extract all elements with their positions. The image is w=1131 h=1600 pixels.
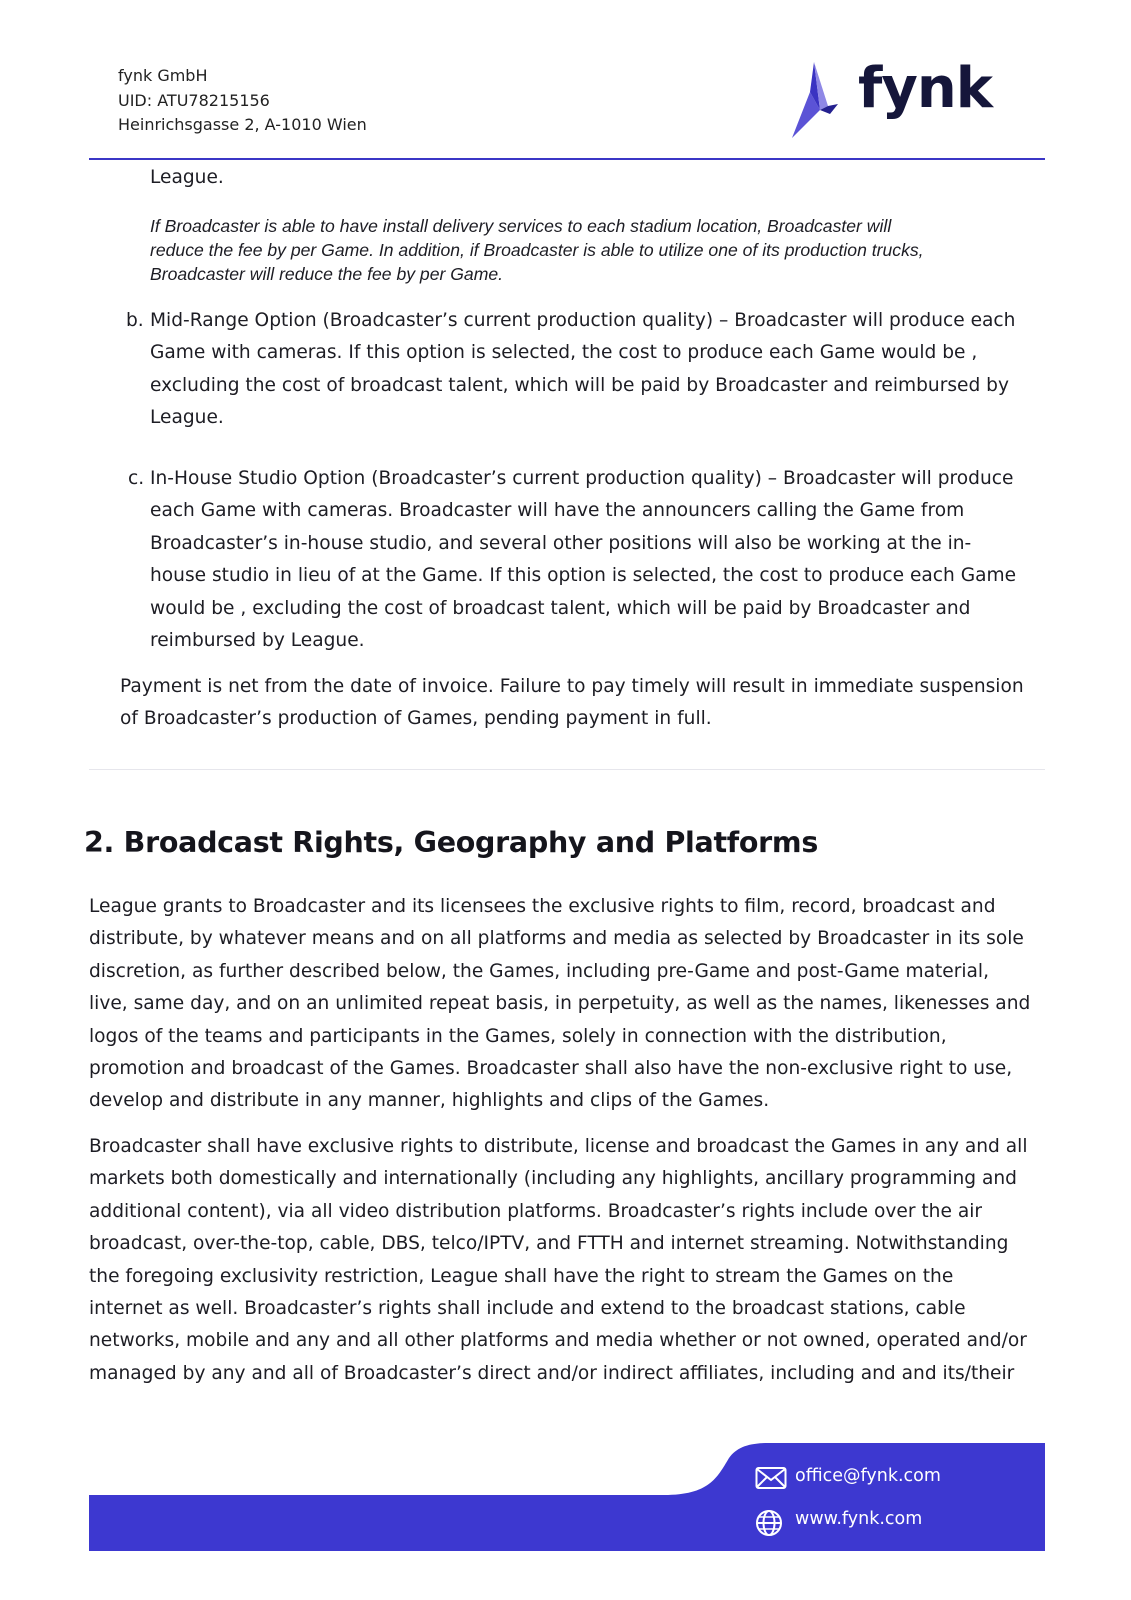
option-b-marker: b. (126, 310, 144, 331)
option-c-text (150, 463, 1016, 657)
footer-website-link[interactable]: www.fynk.com (795, 1509, 923, 1529)
fynk-logo (808, 56, 1008, 144)
text-line: League. (150, 407, 224, 429)
text-line: Broadcaster’s in-house studio, and several other positions will also be working at the in- (150, 532, 972, 554)
note-line: reduce the fee by per Game. In addition, if Broadcaster is able to utilize one of its production trucks, (150, 240, 924, 260)
text-line: develop and distribute in any manner, highlights and clips of the Games. (89, 1090, 770, 1112)
text-line: house studio in lieu of at the Game. If this option is selected, the cost to produce each Game (150, 565, 1017, 587)
company-uid: UID: ATU78215156 (118, 90, 270, 110)
envelope-icon (755, 1466, 787, 1490)
payment-terms (120, 671, 1024, 736)
text-line: Broadcaster shall have exclusive rights to distribute, license and broadcast the Games in any and all (89, 1136, 1028, 1157)
text-line: In-House Studio Option (Broadcaster’s current production quality) – Broadcaster will produce (150, 468, 1014, 489)
text-line: markets both domestically and internationally (including any highlights, ancillary programming and (89, 1168, 1017, 1190)
text-line: discretion, as further described below, the Games, including pre-Game and post-Game material, (89, 960, 989, 982)
company-address: Heinrichsgasse 2, A-1010 Wien (118, 115, 367, 134)
text-line: managed by any and all of Broadcaster’s direct and/or indirect affiliates, including and and its/their (89, 1362, 1015, 1384)
text-line: Payment is net from the date of invoice. Failure to pay timely will result in immediate suspension (120, 676, 1024, 697)
text-line: logos of the teams and participants in the Games, solely in connection with the distribution, (89, 1025, 947, 1047)
text-line: live, same day, and on an unlimited repeat basis, in perpetuity, as well as the names, likenesses and (89, 993, 1031, 1015)
text-line: networks, mobile and any and all other platforms and media whether or not owned, operated and/or (89, 1330, 1027, 1352)
text-line: internet as well. Broadcaster’s rights shall include and extend to the broadcast stations, cable (89, 1298, 966, 1320)
text-line: Game with cameras. If this option is selected, the cost to produce each Game would be , (150, 342, 978, 364)
note-line: Broadcaster will reduce the fee by per Game. (150, 264, 504, 284)
logo-wordmark: fynk (858, 56, 992, 121)
option-b-text (150, 305, 1015, 435)
text-line: the foregoing exclusivity restriction, League shall have the right to stream the Games on the (89, 1265, 954, 1287)
option-c-marker: c. (128, 468, 145, 489)
company-info (118, 64, 367, 138)
text-line: additional content), via all video distribution platforms. Broadcaster’s rights include over the air (89, 1200, 983, 1222)
header-divider (89, 158, 1045, 160)
text-line: would be , excluding the cost of broadcast talent, which will be paid by Broadcaster and (150, 597, 971, 619)
text-line: each Game with cameras. Broadcaster will have the announcers calling the Game from (150, 500, 965, 522)
section-divider (89, 769, 1045, 770)
text-line: of Broadcaster’s production of Games, pending payment in full. (120, 708, 712, 730)
text-line: Mid-Range Option (Broadcaster’s current production quality) – Broadcaster will produce each (150, 310, 1016, 331)
text-line: broadcast, over-the-top, cable, DBS, telco/IPTV, and FTTH and internet streaming. Notwithstanding (89, 1233, 1009, 1255)
section-heading: 2. Broadcast Rights, Geography and Platforms (84, 826, 818, 859)
option-a-tail: League. (150, 167, 224, 188)
section2-paragraph-2 (89, 1131, 1028, 1390)
text-line: promotion and broadcast of the Games. Broadcaster shall also have the non-exclusive right to use, (89, 1058, 1013, 1080)
option-a-note (150, 214, 1050, 286)
footer-email-link[interactable]: office@fynk.com (795, 1466, 941, 1486)
text-line: excluding the cost of broadcast talent, which will be paid by Broadcaster and reimbursed by (150, 374, 1009, 396)
footer-band (89, 1443, 1045, 1551)
text-line: distribute, by whatever means and on all platforms and media as selected by Broadcaster in its sole (89, 928, 1024, 950)
bird-logo-icon (790, 62, 850, 144)
globe-icon (755, 1509, 783, 1537)
company-name: fynk GmbH (118, 66, 208, 85)
section2-paragraph-1 (89, 891, 1030, 1118)
text-line: reimbursed by League. (150, 630, 365, 652)
note-line: If Broadcaster is able to have install delivery services to each stadium location, Broadcaster will (150, 216, 892, 236)
text-line: League grants to Broadcaster and its licensees the exclusive rights to film, record, broadcast and (89, 896, 996, 917)
